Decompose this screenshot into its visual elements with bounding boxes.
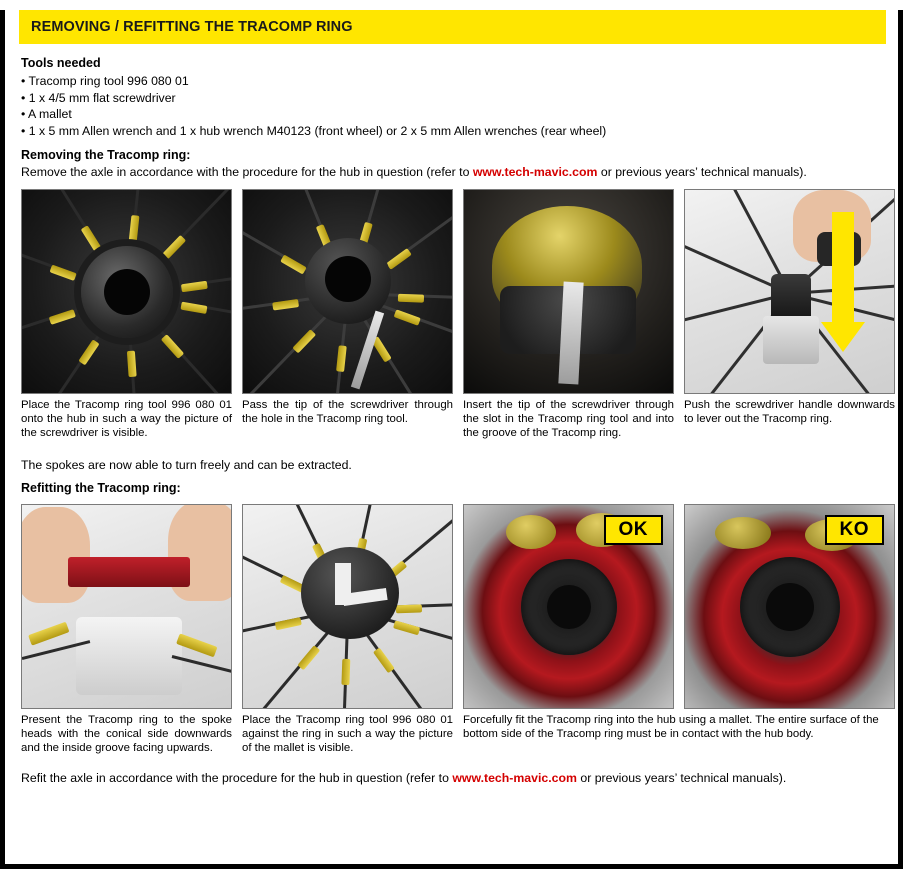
list-item: • 1 x 4/5 mm flat screwdriver [21,90,176,105]
removing-step-1 [21,189,232,440]
removing-photo-row [21,189,895,440]
removing-subhead: Removing the Tracomp ring: [21,148,191,162]
removing-step-4 [684,189,895,440]
page-title: REMOVING / REFITTING THE TRACOMP RING [31,19,353,35]
refitting-subhead: Refitting the Tracomp ring: [21,481,181,495]
list-item: • 1 x 5 mm Allen wrench and 1 x hub wrench M40123 (front wheel) or 2 x 5 mm Allen wrenches (rear wheel) [21,123,607,138]
caption: Place the Tracomp ring tool 996 080 01 against the ring in such a way the picture of the mallet is visible. [242,714,453,754]
status-badge-ok: OK [604,515,664,545]
refitting-step-3 [463,504,895,755]
footer-after: or previous years’ technical manuals). [576,771,787,785]
caption: Present the Tracomp ring to the spoke heads with the conical side downwards and the inside groove facing upwards. [21,714,232,754]
photo-tool-against-ring [242,504,453,709]
list-item: • Tracomp ring tool 996 080 01 [21,74,189,88]
photo-screwdriver-through-hole [242,189,453,394]
removing-intro-before: Remove the axle in accordance with the procedure for the hub in question (refer to [21,165,473,179]
tech-mavic-link[interactable]: www.tech-mavic.com [472,165,598,179]
document-page [0,10,903,869]
photo-tool-on-hub [21,189,232,394]
refitting-step-2 [242,504,453,755]
removing-intro-after: or previous years’ technical manuals). [597,165,807,179]
removing-step-3 [463,189,674,440]
caption: Pass the tip of the screwdriver through the hole in the Tracomp ring tool. [242,399,453,425]
caption: Forcefully fit the Tracomp ring into the hub using a mallet. The entire surface of the bottom side of the Tracomp ring must be in contact with the hub body. [463,714,879,740]
photo-ring-fitted-ok [463,504,674,709]
tech-mavic-link-footer[interactable]: www.tech-mavic.com [452,771,577,785]
status-badge-ko: KO [825,515,885,545]
caption: Place the Tracomp ring tool 996 080 01 onto the hub in such a way the picture of the screwdriver is visible. [21,399,232,439]
removing-intro [21,164,886,180]
page-header-banner [19,10,886,44]
caption: Push the screwdriver handle downwards to lever out the Tracomp ring. [684,399,895,425]
footer-note [21,771,886,785]
photo-screwdriver-in-slot [463,189,674,394]
photo-ring-fitted-ko [684,504,895,709]
removing-step-2 [242,189,453,440]
photo-lever-out-ring [684,189,895,394]
tools-needed-list [21,73,886,139]
caption: Insert the tip of the screwdriver through the slot in the Tracomp ring tool and into the groove of the Tracomp ring. [463,399,674,439]
footer-before: Refit the axle in accordance with the procedure for the hub in question (refer to [21,771,453,785]
wheel-art [22,190,231,393]
refitting-step-1 [21,504,232,755]
list-item: • A mallet [21,107,72,121]
arrow-down-icon [832,212,854,322]
photo-present-ring [21,504,232,709]
mid-note: The spokes are now able to turn freely and can be extracted. [21,458,352,472]
arrow-head-icon [821,322,865,352]
tools-needed-label: Tools needed [21,56,101,70]
refitting-photo-row [21,504,886,755]
